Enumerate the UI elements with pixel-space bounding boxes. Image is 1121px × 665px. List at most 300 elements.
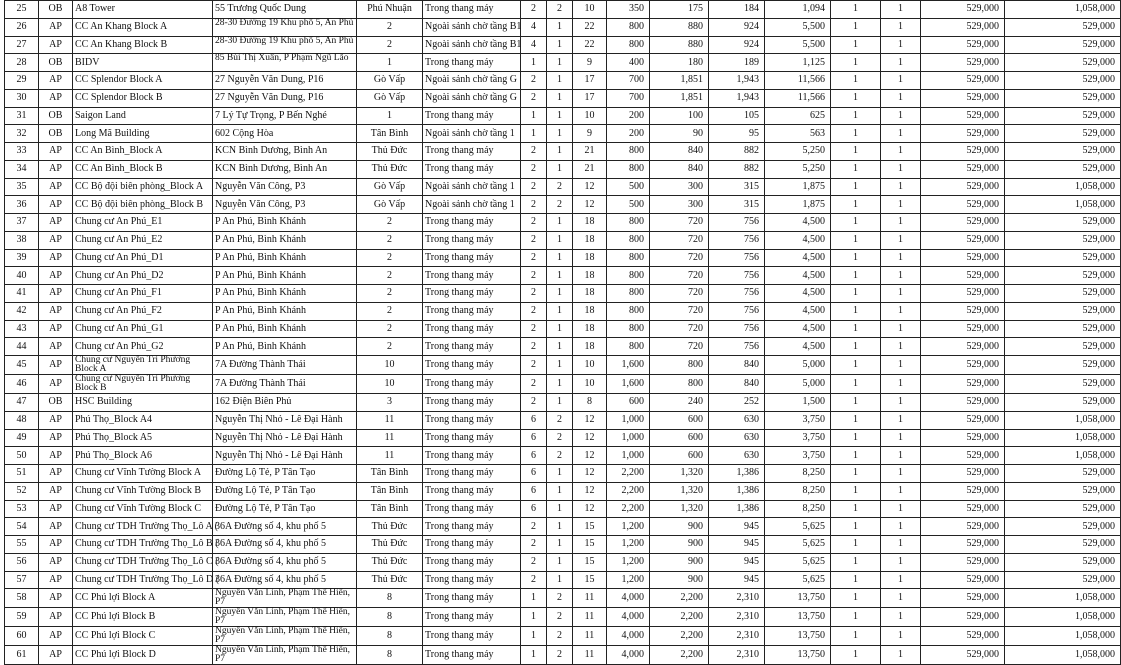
cell-address: 55 Trương Quốc Dung	[213, 1, 357, 19]
cell-value-1: 1,000	[607, 447, 650, 465]
cell-qty-2: 1	[881, 107, 921, 125]
cell-floors: 15	[573, 571, 607, 589]
cell-district: 10	[357, 375, 423, 394]
cell-location: Ngoài sảnh chờ tầng G	[423, 72, 521, 90]
cell-floors: 18	[573, 214, 607, 232]
cell-type-code: AP	[39, 18, 73, 36]
cell-qty-1: 1	[831, 338, 881, 356]
cell-row-number: 35	[5, 178, 39, 196]
cell-qty-1: 1	[831, 465, 881, 483]
cell-floors: 10	[573, 1, 607, 19]
cell-col-a: 2	[521, 536, 547, 554]
cell-col-a: 2	[521, 571, 547, 589]
cell-qty-1: 1	[831, 429, 881, 447]
cell-address: Nguyễn Văn Linh, Phạm Thế Hiển, P7	[213, 646, 357, 665]
cell-location: Trong thang máy	[423, 411, 521, 429]
table-row	[5, 536, 1121, 554]
cell-type-code: AP	[39, 36, 73, 54]
cell-qty-1: 1	[831, 214, 881, 232]
cell-type-code: AP	[39, 356, 73, 375]
cell-unit-price: 529,000	[921, 72, 1005, 90]
cell-value-3: 1,386	[709, 465, 765, 483]
cell-unit-price: 529,000	[921, 447, 1005, 465]
cell-value-1: 800	[607, 302, 650, 320]
cell-col-b: 1	[547, 465, 573, 483]
cell-location: Trong thang máy	[423, 1, 521, 19]
cell-col-b: 1	[547, 500, 573, 518]
cell-row-number: 46	[5, 375, 39, 394]
cell-col-a: 6	[521, 482, 547, 500]
cell-building-name: Chung cư Vĩnh Tường Block B	[73, 482, 213, 500]
cell-district: Thủ Đức	[357, 536, 423, 554]
cell-row-number: 32	[5, 125, 39, 143]
cell-value-2: 2,200	[650, 646, 709, 665]
cell-qty-1: 1	[831, 320, 881, 338]
cell-qty-2: 1	[881, 196, 921, 214]
cell-qty-2: 1	[881, 482, 921, 500]
cell-type-code: OB	[39, 125, 73, 143]
cell-floors: 11	[573, 627, 607, 646]
cell-address: 85 Bùi Thị Xuân, P Phạm Ngũ Lão	[213, 54, 357, 72]
cell-location: Ngoài sảnh chờ tầng B1	[423, 36, 521, 54]
cell-unit-price: 529,000	[921, 18, 1005, 36]
cell-total-price: 529,000	[1005, 465, 1121, 483]
cell-row-number: 59	[5, 608, 39, 627]
table-row	[5, 394, 1121, 412]
cell-building-name: Phú Thọ_Block A5	[73, 429, 213, 447]
table-row	[5, 500, 1121, 518]
cell-value-1: 800	[607, 36, 650, 54]
cell-floors: 18	[573, 249, 607, 267]
cell-total-price: 1,058,000	[1005, 429, 1121, 447]
cell-qty-1: 1	[831, 196, 881, 214]
cell-total-price: 529,000	[1005, 375, 1121, 394]
table-row	[5, 143, 1121, 161]
cell-col-b: 1	[547, 249, 573, 267]
cell-building-name: CC Bộ đội biên phòng_Block A	[73, 178, 213, 196]
table-row	[5, 571, 1121, 589]
cell-qty-2: 1	[881, 646, 921, 665]
cell-total-price: 529,000	[1005, 231, 1121, 249]
cell-unit-price: 529,000	[921, 89, 1005, 107]
cell-row-number: 57	[5, 571, 39, 589]
cell-row-number: 50	[5, 447, 39, 465]
cell-total-price: 529,000	[1005, 54, 1121, 72]
cell-value-3: 630	[709, 429, 765, 447]
cell-location: Trong thang máy	[423, 107, 521, 125]
cell-qty-1: 1	[831, 107, 881, 125]
table-row	[5, 482, 1121, 500]
cell-value-3: 2,310	[709, 627, 765, 646]
cell-district: 8	[357, 608, 423, 627]
cell-value-2: 1,320	[650, 500, 709, 518]
cell-col-a: 2	[521, 231, 547, 249]
cell-floors: 21	[573, 160, 607, 178]
cell-row-number: 33	[5, 143, 39, 161]
cell-col-b: 2	[547, 608, 573, 627]
cell-col-b: 2	[547, 627, 573, 646]
cell-total-price: 529,000	[1005, 249, 1121, 267]
cell-address: 36A Đường số 4, khu phố 5	[213, 536, 357, 554]
cell-type-code: AP	[39, 482, 73, 500]
cell-value-2: 880	[650, 36, 709, 54]
cell-type-code: AP	[39, 320, 73, 338]
cell-qty-2: 1	[881, 465, 921, 483]
cell-type-code: AP	[39, 231, 73, 249]
cell-value-1: 2,200	[607, 500, 650, 518]
table-row	[5, 54, 1121, 72]
table-row	[5, 214, 1121, 232]
cell-floors: 10	[573, 107, 607, 125]
cell-type-code: AP	[39, 302, 73, 320]
cell-location: Ngoài sảnh chờ tầng G	[423, 89, 521, 107]
cell-row-number: 48	[5, 411, 39, 429]
cell-col-b: 1	[547, 18, 573, 36]
cell-unit-price: 529,000	[921, 646, 1005, 665]
cell-col-b: 2	[547, 589, 573, 608]
cell-building-name: CC Phú lợi Block A	[73, 589, 213, 608]
cell-total-price: 529,000	[1005, 394, 1121, 412]
cell-unit-price: 529,000	[921, 178, 1005, 196]
cell-col-b: 1	[547, 160, 573, 178]
cell-building-name: CC Splendor Block A	[73, 72, 213, 90]
cell-value-1: 800	[607, 267, 650, 285]
cell-location: Trong thang máy	[423, 143, 521, 161]
cell-address: 7A Đường Thành Thái	[213, 356, 357, 375]
cell-floors: 21	[573, 143, 607, 161]
cell-col-b: 2	[547, 447, 573, 465]
cell-col-a: 4	[521, 18, 547, 36]
cell-qty-2: 1	[881, 285, 921, 303]
cell-building-name: HSC Building	[73, 394, 213, 412]
cell-address: P An Phú, Bình Khánh	[213, 302, 357, 320]
cell-district: Tân Bình	[357, 482, 423, 500]
cell-address: KCN Bình Dương, Bình An	[213, 143, 357, 161]
cell-location: Trong thang máy	[423, 589, 521, 608]
cell-value-3: 252	[709, 394, 765, 412]
cell-unit-price: 529,000	[921, 411, 1005, 429]
cell-address: 7A Đường Thành Thái	[213, 375, 357, 394]
cell-address: Nguyễn Văn Linh, Phạm Thế Hiển, P7	[213, 627, 357, 646]
cell-col-b: 1	[547, 285, 573, 303]
cell-value-3: 630	[709, 447, 765, 465]
building-price-table	[4, 0, 1121, 665]
cell-address: P An Phú, Bình Khánh	[213, 338, 357, 356]
cell-row-number: 49	[5, 429, 39, 447]
cell-district: 10	[357, 356, 423, 375]
cell-district: Thủ Đức	[357, 553, 423, 571]
cell-row-number: 43	[5, 320, 39, 338]
table-row	[5, 589, 1121, 608]
cell-building-name: Chung cư Vĩnh Tường Block A	[73, 465, 213, 483]
cell-district: Tân Bình	[357, 500, 423, 518]
cell-address: 27 Nguyễn Văn Dung, P16	[213, 72, 357, 90]
cell-unit-price: 529,000	[921, 143, 1005, 161]
cell-qty-2: 1	[881, 89, 921, 107]
cell-address: Nguyễn Thị Nhỏ - Lê Đại Hành	[213, 429, 357, 447]
cell-district: 11	[357, 411, 423, 429]
cell-location: Trong thang máy	[423, 356, 521, 375]
cell-col-a: 2	[521, 394, 547, 412]
cell-value-4: 1,875	[765, 178, 831, 196]
cell-total-price: 529,000	[1005, 89, 1121, 107]
cell-district: Thủ Đức	[357, 571, 423, 589]
cell-value-4: 4,500	[765, 249, 831, 267]
cell-qty-1: 1	[831, 646, 881, 665]
cell-col-b: 1	[547, 302, 573, 320]
cell-floors: 9	[573, 54, 607, 72]
cell-value-3: 945	[709, 571, 765, 589]
cell-qty-2: 1	[881, 320, 921, 338]
cell-location: Trong thang máy	[423, 518, 521, 536]
cell-value-3: 1,386	[709, 482, 765, 500]
cell-unit-price: 529,000	[921, 589, 1005, 608]
cell-value-1: 400	[607, 54, 650, 72]
cell-building-name: Chung cư An Phú_G1	[73, 320, 213, 338]
cell-value-1: 500	[607, 196, 650, 214]
cell-qty-2: 1	[881, 1, 921, 19]
cell-col-b: 1	[547, 143, 573, 161]
cell-col-b: 1	[547, 518, 573, 536]
cell-value-1: 1,000	[607, 429, 650, 447]
cell-value-4: 13,750	[765, 608, 831, 627]
cell-type-code: AP	[39, 589, 73, 608]
cell-col-b: 1	[547, 320, 573, 338]
cell-col-b: 1	[547, 107, 573, 125]
cell-location: Trong thang máy	[423, 465, 521, 483]
cell-value-3: 945	[709, 536, 765, 554]
cell-building-name: Chung cư An Phú_D2	[73, 267, 213, 285]
cell-qty-2: 1	[881, 518, 921, 536]
cell-building-name: BIDV	[73, 54, 213, 72]
table-row	[5, 302, 1121, 320]
cell-value-3: 2,310	[709, 608, 765, 627]
cell-value-1: 1,600	[607, 356, 650, 375]
cell-value-4: 4,500	[765, 267, 831, 285]
cell-value-1: 1,600	[607, 375, 650, 394]
cell-qty-1: 1	[831, 36, 881, 54]
cell-total-price: 1,058,000	[1005, 627, 1121, 646]
cell-type-code: AP	[39, 72, 73, 90]
cell-district: 11	[357, 447, 423, 465]
cell-total-price: 529,000	[1005, 482, 1121, 500]
cell-col-b: 2	[547, 646, 573, 665]
cell-col-a: 2	[521, 285, 547, 303]
cell-location: Trong thang máy	[423, 447, 521, 465]
cell-qty-1: 1	[831, 302, 881, 320]
cell-value-4: 5,250	[765, 160, 831, 178]
cell-floors: 9	[573, 125, 607, 143]
cell-value-3: 1,943	[709, 89, 765, 107]
cell-value-4: 8,250	[765, 482, 831, 500]
cell-district: 8	[357, 627, 423, 646]
cell-unit-price: 529,000	[921, 465, 1005, 483]
cell-value-2: 720	[650, 338, 709, 356]
cell-qty-1: 1	[831, 125, 881, 143]
table-row	[5, 518, 1121, 536]
cell-unit-price: 529,000	[921, 302, 1005, 320]
table-body	[5, 1, 1121, 665]
cell-value-3: 315	[709, 178, 765, 196]
table-row	[5, 178, 1121, 196]
cell-floors: 18	[573, 231, 607, 249]
cell-value-2: 720	[650, 320, 709, 338]
cell-total-price: 529,000	[1005, 36, 1121, 54]
cell-building-name: CC Bộ đội biên phòng_Block B	[73, 196, 213, 214]
table-row	[5, 447, 1121, 465]
cell-value-2: 600	[650, 447, 709, 465]
cell-building-name: A8 Tower	[73, 1, 213, 19]
cell-row-number: 41	[5, 285, 39, 303]
cell-total-price: 529,000	[1005, 107, 1121, 125]
cell-type-code: AP	[39, 89, 73, 107]
cell-district: Gò Vấp	[357, 178, 423, 196]
cell-row-number: 29	[5, 72, 39, 90]
cell-col-a: 1	[521, 627, 547, 646]
cell-location: Trong thang máy	[423, 231, 521, 249]
cell-location: Trong thang máy	[423, 536, 521, 554]
cell-value-1: 600	[607, 394, 650, 412]
cell-building-name: Chung cư TDH Trường Thọ_Lô C (	[73, 553, 213, 571]
cell-floors: 18	[573, 302, 607, 320]
cell-floors: 12	[573, 411, 607, 429]
cell-district: 2	[357, 214, 423, 232]
cell-building-name: Chung cư TDH Trường Thọ_Lô A (	[73, 518, 213, 536]
cell-col-a: 2	[521, 375, 547, 394]
cell-value-4: 4,500	[765, 285, 831, 303]
cell-value-3: 184	[709, 1, 765, 19]
cell-value-2: 100	[650, 107, 709, 125]
cell-location: Trong thang máy	[423, 394, 521, 412]
cell-floors: 12	[573, 196, 607, 214]
cell-value-2: 900	[650, 536, 709, 554]
cell-total-price: 529,000	[1005, 500, 1121, 518]
cell-total-price: 529,000	[1005, 125, 1121, 143]
cell-qty-2: 1	[881, 553, 921, 571]
cell-qty-2: 1	[881, 302, 921, 320]
cell-col-b: 1	[547, 214, 573, 232]
cell-address: KCN Bình Dương, Bình An	[213, 160, 357, 178]
cell-type-code: AP	[39, 249, 73, 267]
cell-address: Nguyễn Văn Công, P3	[213, 196, 357, 214]
cell-location: Trong thang máy	[423, 249, 521, 267]
cell-unit-price: 529,000	[921, 54, 1005, 72]
cell-district: 2	[357, 36, 423, 54]
cell-unit-price: 529,000	[921, 160, 1005, 178]
cell-location: Ngoài sảnh chờ tầng 1	[423, 178, 521, 196]
table-row	[5, 267, 1121, 285]
cell-location: Trong thang máy	[423, 646, 521, 665]
table-row	[5, 196, 1121, 214]
cell-total-price: 529,000	[1005, 285, 1121, 303]
cell-value-2: 1,851	[650, 89, 709, 107]
cell-qty-2: 1	[881, 536, 921, 554]
cell-building-name: Chung cư An Phú_D1	[73, 249, 213, 267]
cell-row-number: 37	[5, 214, 39, 232]
cell-value-1: 800	[607, 231, 650, 249]
cell-row-number: 39	[5, 249, 39, 267]
cell-value-4: 5,250	[765, 143, 831, 161]
cell-qty-1: 1	[831, 267, 881, 285]
cell-floors: 15	[573, 536, 607, 554]
cell-qty-2: 1	[881, 72, 921, 90]
cell-col-a: 2	[521, 518, 547, 536]
cell-value-1: 800	[607, 18, 650, 36]
cell-qty-2: 1	[881, 356, 921, 375]
cell-value-2: 1,851	[650, 72, 709, 90]
cell-value-4: 11,566	[765, 89, 831, 107]
cell-qty-1: 1	[831, 249, 881, 267]
cell-total-price: 529,000	[1005, 356, 1121, 375]
cell-building-name: Chung cư An Phú_E1	[73, 214, 213, 232]
cell-floors: 11	[573, 646, 607, 665]
cell-address: 602 Cộng Hòa	[213, 125, 357, 143]
cell-value-1: 800	[607, 160, 650, 178]
cell-col-a: 1	[521, 107, 547, 125]
cell-location: Trong thang máy	[423, 214, 521, 232]
cell-col-a: 1	[521, 589, 547, 608]
cell-location: Trong thang máy	[423, 320, 521, 338]
cell-location: Trong thang máy	[423, 429, 521, 447]
cell-qty-1: 1	[831, 143, 881, 161]
cell-address: Nguyễn Thị Nhỏ - Lê Đại Hành	[213, 411, 357, 429]
cell-value-1: 700	[607, 89, 650, 107]
cell-row-number: 51	[5, 465, 39, 483]
cell-floors: 17	[573, 89, 607, 107]
cell-total-price: 529,000	[1005, 320, 1121, 338]
cell-value-4: 11,566	[765, 72, 831, 90]
cell-floors: 12	[573, 465, 607, 483]
cell-address: P An Phú, Bình Khánh	[213, 285, 357, 303]
cell-unit-price: 529,000	[921, 231, 1005, 249]
cell-district: Phú Nhuận	[357, 1, 423, 19]
cell-building-name: Chung cư An Phú_F1	[73, 285, 213, 303]
cell-floors: 18	[573, 267, 607, 285]
cell-col-b: 1	[547, 54, 573, 72]
cell-value-4: 5,625	[765, 571, 831, 589]
table-row	[5, 160, 1121, 178]
cell-col-a: 2	[521, 338, 547, 356]
cell-qty-1: 1	[831, 411, 881, 429]
cell-value-3: 1,943	[709, 72, 765, 90]
cell-address: Đường Lộ Tẻ, P Tân Tạo	[213, 465, 357, 483]
cell-district: 2	[357, 320, 423, 338]
cell-value-2: 720	[650, 231, 709, 249]
cell-unit-price: 529,000	[921, 627, 1005, 646]
cell-type-code: AP	[39, 518, 73, 536]
cell-row-number: 27	[5, 36, 39, 54]
cell-value-1: 200	[607, 125, 650, 143]
cell-qty-1: 1	[831, 608, 881, 627]
cell-floors: 12	[573, 429, 607, 447]
cell-building-name: Chung cư TDH Trường Thọ_Lô D (	[73, 571, 213, 589]
cell-col-a: 1	[521, 646, 547, 665]
cell-col-a: 2	[521, 214, 547, 232]
cell-unit-price: 529,000	[921, 518, 1005, 536]
cell-qty-1: 1	[831, 627, 881, 646]
cell-total-price: 529,000	[1005, 267, 1121, 285]
cell-col-a: 1	[521, 54, 547, 72]
cell-building-name: Chung cư Vĩnh Tường Block C	[73, 500, 213, 518]
cell-col-b: 2	[547, 196, 573, 214]
cell-row-number: 61	[5, 646, 39, 665]
cell-value-1: 800	[607, 285, 650, 303]
cell-building-name: CC An Bình_Block A	[73, 143, 213, 161]
cell-type-code: AP	[39, 536, 73, 554]
cell-unit-price: 529,000	[921, 320, 1005, 338]
cell-type-code: OB	[39, 394, 73, 412]
cell-col-b: 2	[547, 178, 573, 196]
